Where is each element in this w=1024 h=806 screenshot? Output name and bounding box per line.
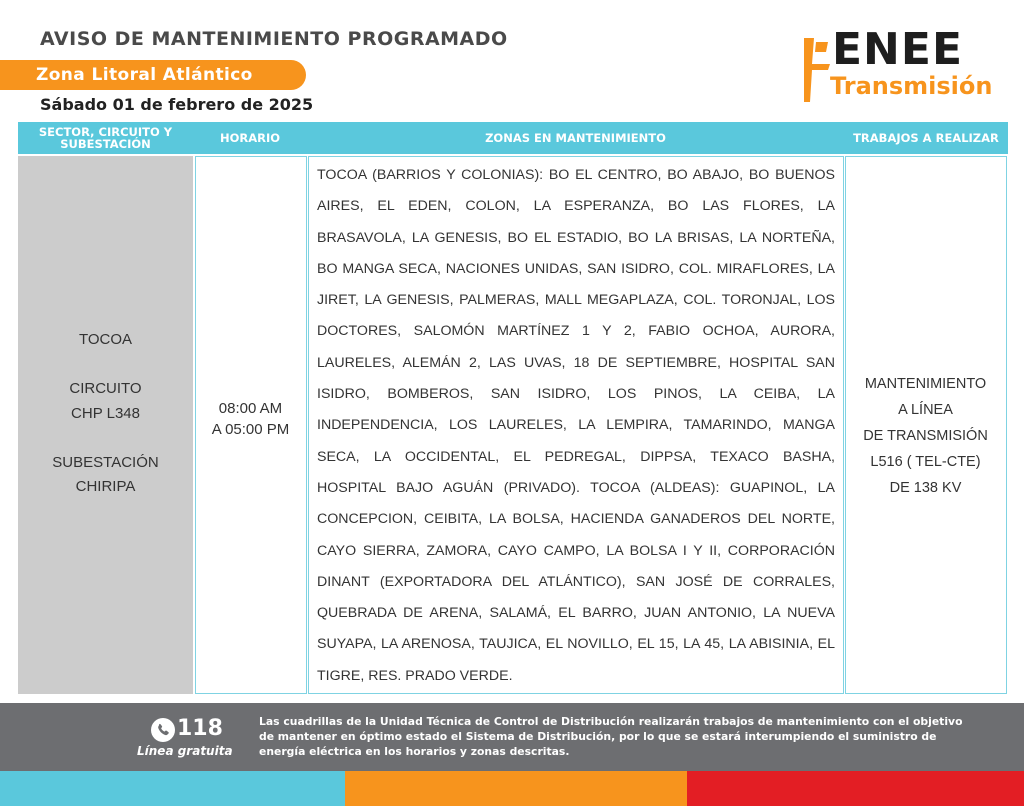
circuito-value: CHP L348	[71, 404, 140, 422]
cell-zonas	[308, 156, 844, 694]
trabajos-line: L516 ( TEL-CTE)	[870, 454, 981, 470]
spacer	[18, 426, 193, 451]
page-title: AVISO DE MANTENIMIENTO PROGRAMADO	[40, 28, 508, 50]
trabajos-line: DE TRANSMISIÓN	[863, 428, 988, 444]
cell-sector	[18, 156, 193, 694]
trabajos-line: A LÍNEA	[898, 402, 953, 418]
footer-notice: Las cuadrillas de la Unidad Técnica de Control de Distribución realizarán trabajos de mantenimiento con el objetivo de mantener en óptimo estado el Sistema de Distribución, por lo que se estará interumpiendo el suministro de energía eléctrica en los horarios y zonas descritas.	[259, 715, 963, 758]
color-bar-red	[687, 771, 1024, 806]
subestacion-label: SUBESTACIÓN	[52, 453, 159, 471]
horario-start: 08:00 AM	[218, 400, 283, 417]
hotline-label: Línea gratuita	[137, 744, 233, 758]
logo-brand: ENEE	[832, 24, 963, 75]
cell-trabajos	[845, 156, 1007, 694]
enee-logo-mark-icon	[804, 36, 830, 102]
phone-icon	[151, 718, 175, 742]
zone-name: Zona Litoral Atlántico	[36, 65, 253, 85]
trabajos-details	[846, 371, 1005, 501]
notice-date: Sábado 01 de febrero de 2025	[40, 95, 314, 114]
color-bar-cyan	[0, 771, 345, 806]
sector-details	[18, 328, 193, 500]
header-zonas: ZONAS EN MANTENIMIENTO	[485, 130, 666, 145]
footer	[0, 703, 1024, 771]
circuito-label: CIRCUITO	[69, 380, 142, 397]
horario-details	[196, 398, 305, 440]
trabajos-line: DE 138 KV	[889, 480, 962, 496]
zonas-text: TOCOA (BARRIOS Y COLONIAS): BO EL CENTRO, BO ABAJO, BO BUENOS AIRES, EL EDEN, COLON, LA ESPERANZA, BO LAS FLORES, LA BRASAVOLA, LA GENESIS, BO EL ESTADIO, BO LA BRISAS, LA NORTEÑA, BO MANGA SECA, NACIONES UNIDAS, SAN ISIDRO, COL. MIRAFLORES, LA JIRET, LA GENESIS, PALMERAS, MALL MEGAPLAZA, COL. TORONJAL, LOS DOCTORES, SALOMÓN MARTÍNEZ 1 Y 2, FABIO OCHOA, AURORA, LAURELES, ALEMÁN 2, LAS UVAS, 18 DE SEPTIEMBRE, HOSPITAL SAN ISIDRO, BOMBEROS, SAN ISIDRO, LOS PINOS, LA CEIBA, LA INDEPENDENCIA, LOS LAURELES, LA LEMPIRA, TAMARINDO, MANGA SECA, LA OCCIDENTAL, EL PEDREGAL, DIPPSA, TEXACO BASHA, HOSPITAL BAJO AGUÁN (PRIVADO). TOCOA (ALDEAS): GUAPINOL, LA CONCEPCION, CEIBITA, LA BOLSA, HACIENDA GANADEROS DEL NORTE, CAYO SIERRA, ZAMORA, CAYO CAMPO, LA BOLSA I Y II, CORPORACIÓN DINANT (EXPORTADORA DEL ATLÁNTICO), SAN JOSÉ DE CORRALES, QUEBRADA DE ARENA, SALAMÁ, EL BARRO, JUAN ANTONIO, LA NUEVA SUYAPA, LA ARENOSA, TAUJICA, EL NOVILLO, EL 15, LA 45, LA ABISINIA, EL TIGRE, RES. PRADO VERDE.	[317, 167, 835, 684]
zone-banner	[0, 60, 306, 90]
cell-horario	[195, 156, 307, 694]
logo-subtitle: Transmisión	[830, 72, 993, 100]
header-horario: HORARIO	[219, 130, 281, 145]
sector-name: TOCOA	[78, 331, 133, 348]
horario-end: A 05:00 PM	[211, 421, 290, 438]
subestacion-value: CHIRIPA	[75, 478, 136, 495]
enee-logo	[800, 24, 1000, 104]
color-bar-orange	[345, 771, 687, 806]
header-trabajos: TRABAJOS A REALIZAR	[853, 130, 999, 145]
table-header	[18, 122, 1008, 154]
trabajos-line: MANTENIMIENTO	[864, 376, 987, 392]
header-sector: SECTOR, CIRCUITO Y SUBESTACIÓN	[38, 124, 173, 151]
spacer	[18, 353, 193, 378]
hotline-number: 118	[177, 716, 223, 741]
hotline	[137, 716, 237, 760]
